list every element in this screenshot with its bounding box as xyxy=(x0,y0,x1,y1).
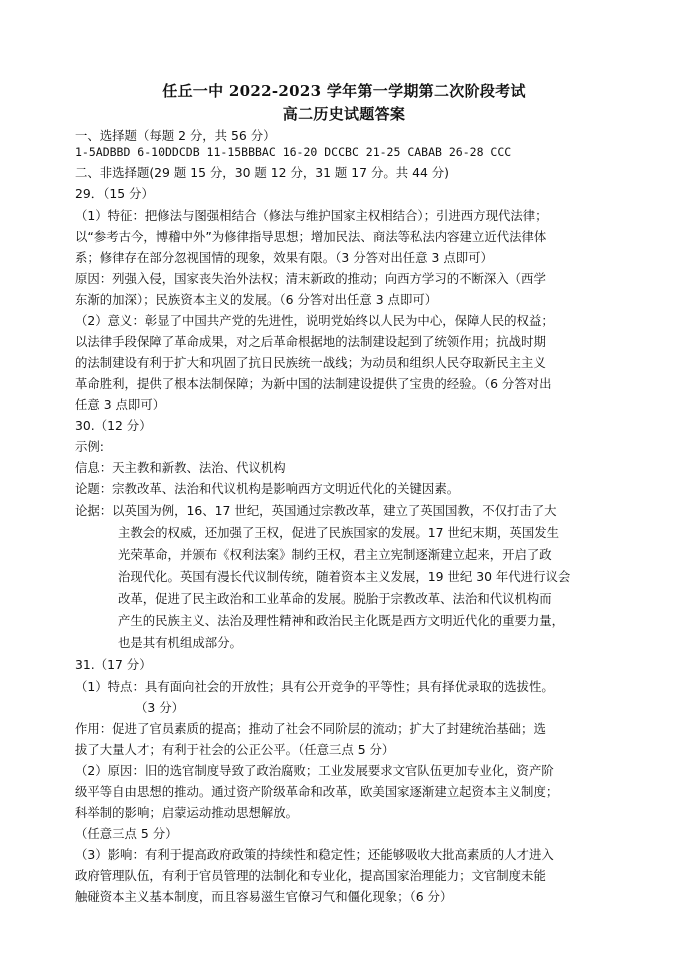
q29-line: （1）特征：把修法与图强相结合（修法与维护国家主权相结合）；引进西方现代法律； xyxy=(75,208,548,223)
q30-argument: 主教会的权威，还加强了王权，促进了民族国家的发展。17 世纪末期，英国发生 xyxy=(118,525,559,540)
q31-line: （2）原因：旧的选官制度导致了政治腐败；工业发展要求文官队伍更加专业化，资产阶 xyxy=(75,763,554,778)
q30-thesis: 论题：宗教改革、法治和代议机构是影响西方文明近代化的关键因素。 xyxy=(75,481,460,496)
q29-line: 的法制建设有利于扩大和巩固了抗日民族统一战线；为动员和组织人民夺取新民主主义 xyxy=(75,355,546,370)
q30-argument: 治现代化。英国有漫长代议制传统，随着资本主义发展，19 世纪 30 年代进行议会 xyxy=(118,569,571,584)
q29-line: 系；修律存在部分忽视国情的现象，效果有限。（3 分答对出任意 3 点即可） xyxy=(75,250,493,265)
q29-line: 以“参考古今，博稽中外”为修律指导思想；增加民法、商法等私法内容建立近代法律体 xyxy=(75,229,547,244)
q31-line: 级平等自由思想的推动。通过资产阶级革命和改革，欧美国家逐渐建立起资本主义制度； xyxy=(75,784,559,799)
q29-line: 东渐的加深）；民族资本主义的发展。（6 分答对出任意 3 点即可） xyxy=(75,292,438,307)
q31-line: 政府管理队伍，有利于官员管理的法制化和专业化，提高国家治理能力；文官制度未能 xyxy=(75,868,546,883)
q29-line: （2）意义：彰显了中国共产党的先进性，说明党始终以人民为中心，保障人民的权益； xyxy=(75,313,554,328)
q30-argument: 产生的民族主义、法治及理性精神和政治民主化既是西方文明近代化的重要力量， xyxy=(118,613,565,628)
q31-line: （1）特点：具有面向社会的开放性；具有公开竞争的平等性；具有择优录取的选拔性。 xyxy=(75,679,554,694)
q30-argument: 也是其有机组成部分。 xyxy=(118,635,242,650)
q31-line: 作用：促进了官员素质的提高；推动了社会不同阶层的流动；扩大了封建统治基础；选 xyxy=(75,721,546,736)
q30-argument: 论据：以英国为例，16、17 世纪，英国通过宗教改革，建立了英国国教，不仅打击了大 xyxy=(75,503,557,518)
q31-line: （3）影响：有利于提高政府政策的持续性和稳定性；还能够吸收大批高素质的人才进入 xyxy=(75,847,554,862)
q31-line: 触碰资本主义基本制度，而且容易滋生官僚习气和僵化现象；（6 分） xyxy=(75,889,453,904)
q29-line: 以法律手段保障了革命成果，对之后革命根据地的法制建设起到了统领作用；抗战时期 xyxy=(75,334,546,349)
q30-argument: 改革，促进了民主政治和工业革命的发展。脱胎于宗教改革、法治和代议机构而 xyxy=(118,591,552,606)
exam-title: 任丘一中 2022-2023 学年第一学期第二次阶段考试 xyxy=(162,82,526,100)
q29-heading: 29．（15 分） xyxy=(75,186,154,201)
section-nonchoice-heading: 二、非选择题(29 题 15 分，30 题 12 分，31 题 17 分。共 44 分) xyxy=(75,165,449,180)
exam-subtitle: 高二历史试题答案 xyxy=(282,105,406,123)
q31-heading: 31.（17 分） xyxy=(75,657,152,672)
q31-line: 科举制的影响；启蒙运动推动思想解放。 xyxy=(75,805,299,820)
q29-line: 革命胜利，提供了根本法制保障；为新中国的法制建设提供了宝贵的经验。（6 分答对出 xyxy=(75,376,552,391)
q30-info: 信息：天主教和新教、法治、代议机构 xyxy=(75,460,286,475)
q31-score: （任意三点 5 分） xyxy=(75,826,178,841)
q29-line: 任意 3 点即可） xyxy=(75,397,166,412)
q31-line: 拔了大量人才；有利于社会的公正公平。（任意三点 5 分） xyxy=(75,742,395,757)
q29-line: 原因：列强入侵，国家丧失治外法权；清末新政的推动；向西方学习的不断深入（西学 xyxy=(75,271,546,286)
q30-argument: 光荣革命，并颁布《权利法案》制约王权，君主立宪制逐渐建立起来，开启了政 xyxy=(118,547,552,562)
q30-heading: 30.（12 分） xyxy=(75,418,152,433)
section-choice-heading: 一、选择题（每题 2 分，共 56 分） xyxy=(75,128,276,143)
q30-example-label: 示例: xyxy=(75,439,104,454)
q31-score: （3 分） xyxy=(135,700,184,715)
choice-answers: 1-5ADBBD 6-10DDCDB 11-15BBBAC 16-20 DCCBC 21-25 CABAB 26-28 CCC xyxy=(75,145,512,159)
